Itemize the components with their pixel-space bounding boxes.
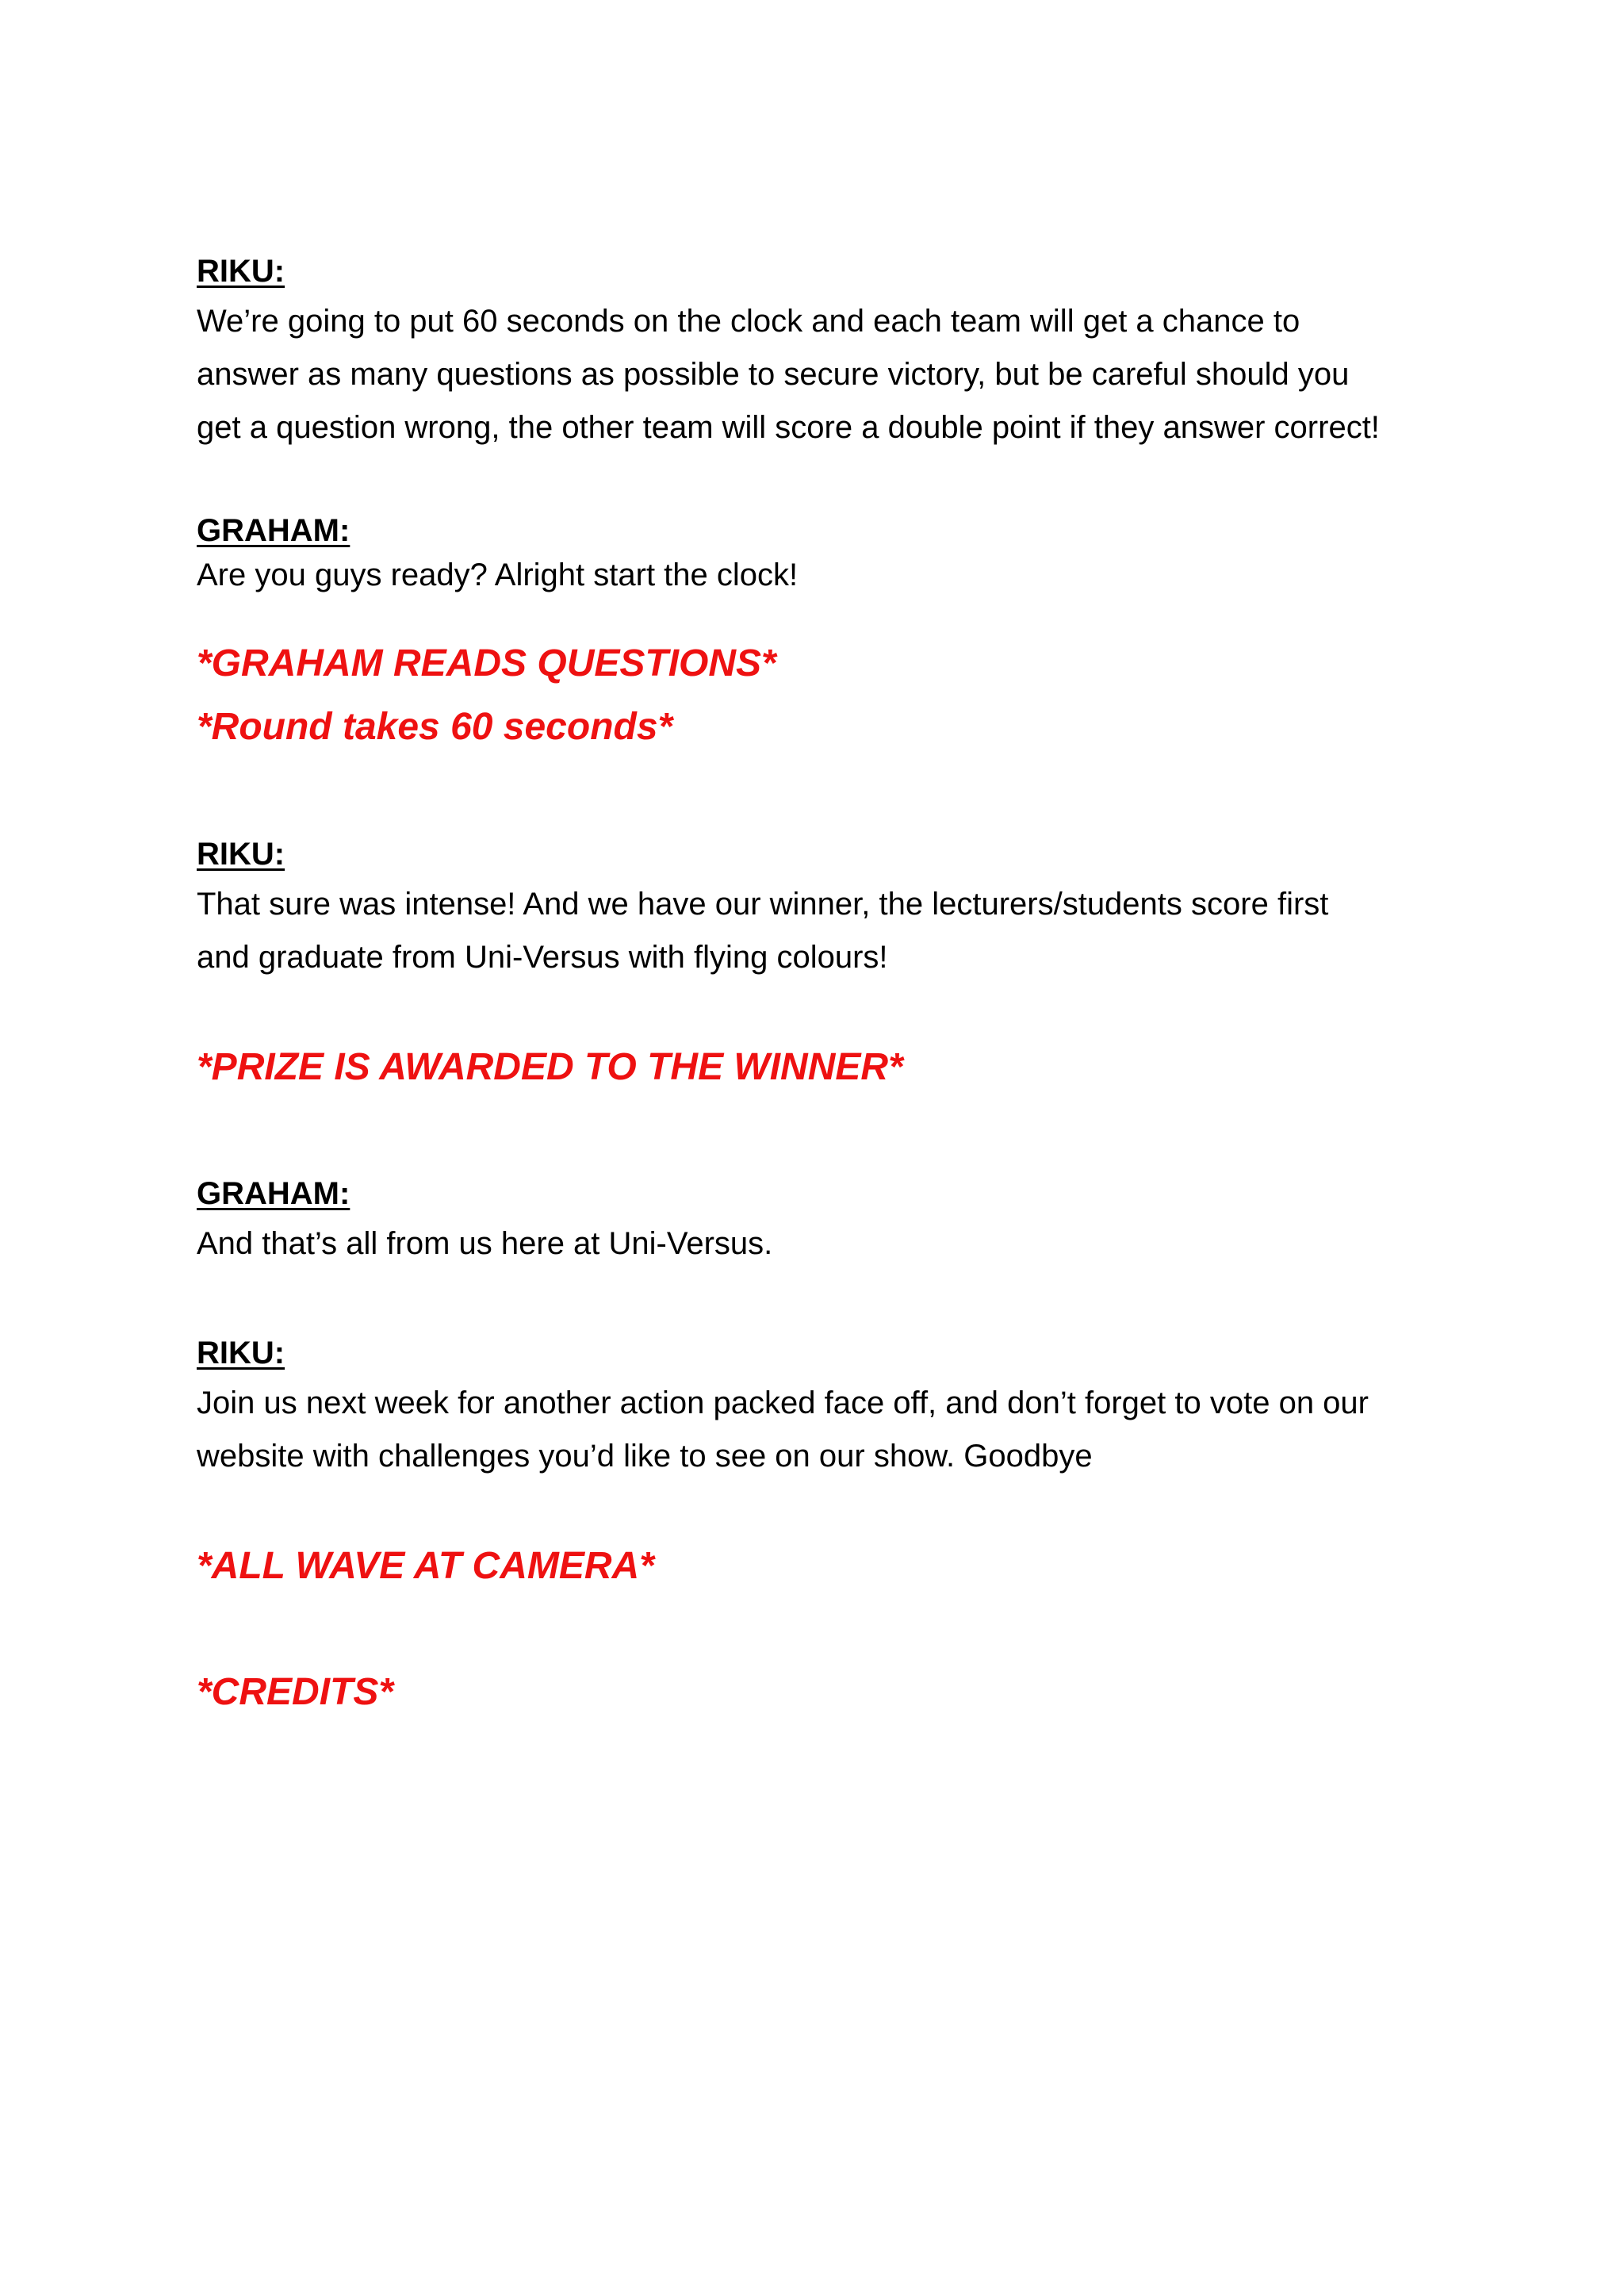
stage-direction: *ALL WAVE AT CAMERA* (197, 1545, 654, 1587)
dialogue-riku-1 (197, 252, 1434, 290)
dialogue-line: That sure was intense! And we have our winner, the lecturers/students score first (197, 887, 1329, 922)
dialogue-graham-2 (197, 1175, 1434, 1213)
speaker-name: RIKU: (197, 837, 285, 872)
dialogue-riku-2-text (197, 878, 1434, 984)
dialogue-riku-3 (197, 1334, 1434, 1372)
dialogue-line: get a question wrong, the other team will score a double point if they answer correct! (197, 410, 1380, 445)
stage-direction: *CREDITS* (197, 1671, 394, 1713)
dialogue-graham-1 (197, 512, 1434, 550)
dialogue-line: and graduate from Uni-Versus with flying colours! (197, 940, 888, 975)
speaker-name: RIKU: (197, 1336, 285, 1370)
speaker-name: GRAHAM: (197, 513, 350, 548)
dialogue-graham-2-text (197, 1217, 1434, 1271)
dialogue-line: And that’s all from us here at Uni-Versus. (197, 1226, 773, 1261)
dialogue-line: website with challenges you’d like to see on our show. Goodbye (197, 1439, 1093, 1474)
dialogue-line: Are you guys ready? Alright start the clock! (197, 558, 799, 592)
speaker-name: GRAHAM: (197, 1176, 350, 1211)
stage-direction: *GRAHAM READS QUESTIONS* (197, 642, 776, 684)
dialogue-riku-2 (197, 835, 1434, 873)
dialogue-line: Join us next week for another action packed face off, and don’t forget to vote on our (197, 1386, 1369, 1420)
dialogue-line: answer as many questions as possible to secure victory, but be careful should you (197, 357, 1350, 392)
dialogue-riku-1-text (197, 295, 1434, 454)
dialogue-graham-1-text (197, 551, 1434, 599)
speaker-name: RIKU: (197, 254, 285, 289)
stage-direction: *Round takes 60 seconds* (197, 706, 673, 748)
dialogue-riku-3-text (197, 1377, 1434, 1483)
dialogue-line: We’re going to put 60 seconds on the clock and each team will get a chance to (197, 304, 1300, 339)
stage-direction: *PRIZE IS AWARDED TO THE WINNER* (197, 1046, 903, 1088)
